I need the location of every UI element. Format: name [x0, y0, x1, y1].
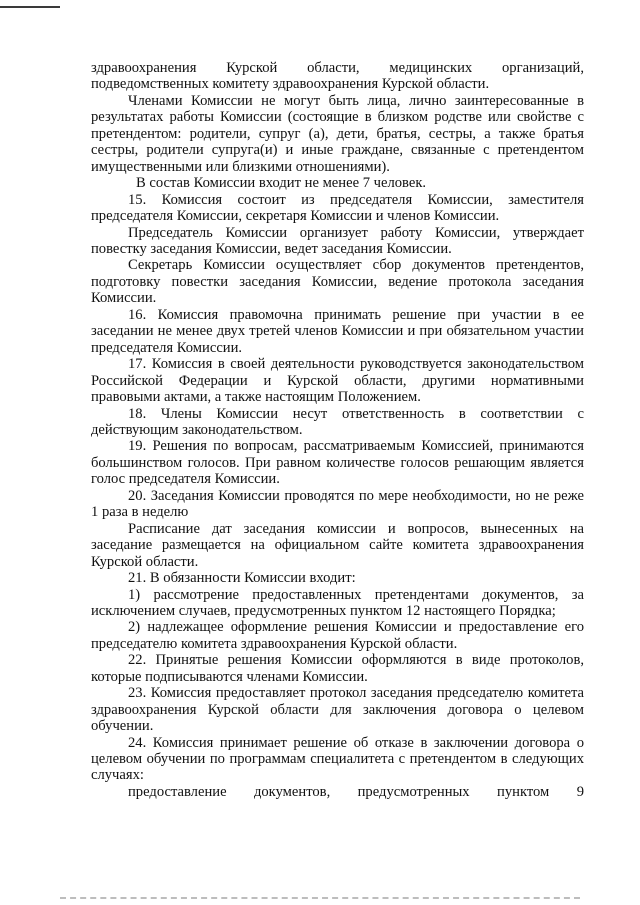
- paragraph: Секретарь Комиссии осуществляет сбор документов претендентов, подготовку повестки заседания Комиссии, ведение протокола заседания Комиссии.: [91, 257, 584, 307]
- paragraph: Председатель Комиссии организует работу Комиссии, утверждает повестку заседания Комиссии, ведет заседания Комиссии.: [91, 224, 584, 257]
- paragraph: предоставление документов, предусмотренных пунктом 9: [128, 783, 584, 800]
- paragraph: здравоохранения Курской области, медицинских организаций, подведомственных комитету здравоохранения Курской области.: [91, 60, 584, 93]
- paragraph: Расписание дат заседания комиссии и вопросов, вынесенных на заседание размещается на официальном сайте комитета здравоохранения Курской области.: [91, 520, 584, 570]
- paragraph: 16. Комиссия правомочна принимать решение при участии в ее заседании не менее двух третей членов Комиссии и при обязательном участии председателя Комиссии.: [91, 306, 584, 356]
- paragraph: 19. Решения по вопросам, рассматриваемым Комиссией, принимаются большинством голосов. При равном количестве голосов решающим является голос председателя Комиссии.: [91, 438, 584, 488]
- paragraph: 23. Комиссия предоставляет протокол заседания председателю комитета здравоохранения Курской области для заключения договора о целевом обучении.: [91, 685, 584, 735]
- document-body: [91, 60, 584, 800]
- paragraph: Членами Комиссии не могут быть лица, лично заинтересованные в результатах работы Комиссии (состоящие в близком родстве или свойстве с претендентом: родители, супруг (а), дети, братья, сестры, а также братья сестры, родители супруга(и) и иные граждане, связанные с претендентом имущественными или близкими отношениями).: [91, 92, 584, 175]
- paragraph: 20. Заседания Комиссии проводятся по мере необходимости, но не реже 1 раза в неделю: [91, 487, 584, 521]
- paragraph: 22. Принятые решения Комиссии оформляются в виде протоколов, которые подписываются членами Комиссии.: [91, 652, 584, 685]
- paragraph: 17. Комиссия в своей деятельности руководствуется законодательством Российской Федерации и Курской области, другими нормативными правовыми актами, а также настоящим Положением.: [91, 356, 584, 406]
- paragraph: В состав Комиссии входит не менее 7 человек.: [136, 175, 427, 192]
- scan-edge-mark: [0, 6, 60, 8]
- paragraph: 2) надлежащее оформление решения Комиссии и предоставление его председателю комитета здравоохранения Курской области.: [91, 619, 584, 652]
- paragraph: 15. Комиссия состоит из председателя Комиссии, заместителя председателя Комиссии, секретаря Комиссии и членов Комиссии.: [91, 191, 584, 225]
- paragraph: 1) рассмотрение предоставленных претендентами документов, за исключением случаев, предусмотренных пунктом 12 настоящего Порядка;: [91, 586, 584, 619]
- paragraph: 24. Комиссия принимает решение об отказе в заключении договора о целевом обучении по программам специалитета с претендентом в следующих случаях:: [91, 734, 584, 784]
- paragraph: 18. Члены Комиссии несут ответственность в соответствии с действующим законодательством.: [91, 405, 584, 438]
- scan-bottom-edge: [60, 897, 580, 901]
- paragraph: 21. В обязанности Комиссии входит:: [128, 570, 356, 587]
